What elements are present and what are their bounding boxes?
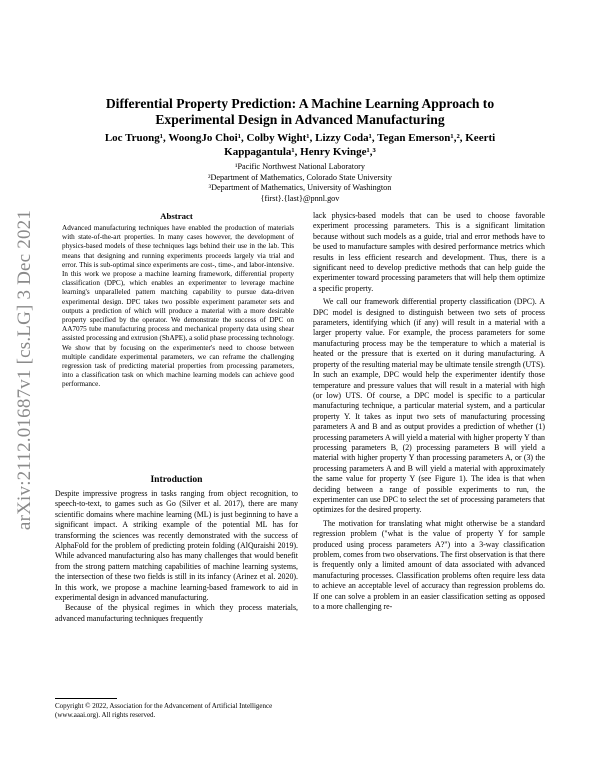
abstract-body: Advanced manufacturing techniques have enabled the production of materials with state-of-the-art properties. In many cases however, the development of physics-based models of these techniques lags behind their use in the lab. This means that designing and running experiments proceeds largely via trial and error. This is sub-optimal since experiments are cost-, time-, and labor-intensive. In this work we propose a machine learning framework, differential property classification (DPC), which enables an experimenter to leverage machine learning's unparalleled pattern matching capability to pursue data-driven experimental design. DPC takes two possible experiment parameter sets and outputs a prediction of which will produce a material with a more desirable property specified by the operator. We demonstrate the success of DPC on AA7075 tube manufacturing process and mechanical property data using shear assisted processing and extrusion (ShAPE), a solid phase processing technology. We show that by focusing on the experimenter's need to choose between multiple candidate experimental parameters, we can reframe the challenging regression task of predicting material properties from processing parameters, into a classification task on which machine learning models can achieve good performance. <box>62 224 294 389</box>
author-list: Loc Truong¹, WoongJo Choi¹, Colby Wight¹, Lizzy Coda¹, Tegan Emerson¹,², Keerti Kappagantula¹, Henry Kvinge¹,³ <box>104 132 496 158</box>
paper-title: Differential Property Prediction: A Machine Learning Approach to Experimental Design in Advanced Manufacturing <box>105 96 495 127</box>
affiliation-2: ²Department of Mathematics, Colorado State University <box>208 172 392 182</box>
contact-email: {first}.{last}@pnnl.gov <box>260 193 340 203</box>
arxiv-stamp-text: arXiv:2112.01687v1 [cs.LG] 3 Dec 2021 <box>14 209 36 531</box>
right-paragraph-3: The motivation for translating what might otherwise be a standard regression problem ("what is the value of property Y for sample produced using process parameters A?") into a 3-way classification problem, comes from two observations. The first observation is that there is frequently only a limited amount of data associated with advanced manufacturing processes. Classification problems often require less data to achieve an acceptable level of accuracy than regression problems do. If one can solve a problem in an easier classification setting as opposed to a more challenging re- <box>313 518 545 612</box>
right-paragraph-2: We call our framework differential property classification (DPC). A DPC model is designed to distinguish between two sets of process parameters, identifying which (if any) will result in a material with a larger property value. For example, the process parameters for some manufacturing process may be the temperature to which a material is heated or the pressure that is exerted on it during manufacturing. A property of the resulting material may be ultimate tensile strength (UTS). In such an example, DPC would help the experimenter identify those temperature and pressure values that will result in a material with high (or low) UTS. Of course, a DPC model is specific to a particular manufacturing technique, a particular material system, and a particular property Y. It takes as input two sets of manufacturing processing parameters A and B and as output provides a prediction of whether (1) processing parameters A will yield a material with higher property Y than processing parameters B, (2) processing parameters B will yield a material with higher property Y than processing parameters A, or (3) the processing parameters A and B will yield a material with approximately the same value for property Y (see Figure 1). The idea is that when deciding between a range of possible experiments to run, the experimenter can use DPC to select the set of processing parameters that optimizes for the desired property. <box>313 297 545 515</box>
copyright-notice: Copyright © 2022, Association for the Advancement of Artificial Intelligence (www.aaai.org). All rights reserved. <box>55 702 273 719</box>
affiliation-1: ¹Pacific Northwest National Laboratory <box>234 162 365 171</box>
abstract-heading: Abstract <box>160 211 193 221</box>
intro-paragraph-1: Despite impressive progress in tasks ranging from object recognition, to speech-to-text, to games such as Go (Silver et al. 2017), there are many scientific domains where machine learning (ML) is just beginning to have a significant impact. A striking example of the potential ML has for transforming the sciences was recently demonstrated with the success of AlphaFold for the problem of predicting protein folding (AlQuraishi 2019). While advanced manufacturing also has many challenges that would benefit from the strong pattern matching capabilities of machine learning systems, the intersection of these two fields is still in its infancy (Arinez et al. 2020). In this work, we propose a machine learning-based framework to aid in experimental design in advanced manufacturing. <box>55 489 298 603</box>
right-paragraph-1: lack physics-based models that can be used to choose favorable experiment processing parameters. This is a significant limitation because without such models as a guide, trial and error methods have to be used to manufacture samples with desired performance metrics which results in less efficient research and development. Thus, there is a significant need to develop predictive methods that can help guide the experimenter toward processing parameters that will help them optimize a specific property. <box>313 211 545 293</box>
intro-paragraph-2: Because of the physical regimes in which they process materials, advanced manufacturing techniques frequently <box>55 603 298 623</box>
footnote-rule <box>55 698 117 699</box>
affiliations <box>150 162 450 204</box>
right-column <box>313 211 545 612</box>
arxiv-stamp <box>10 180 40 560</box>
introduction-left-column <box>55 489 298 624</box>
affiliation-3: ³Department of Mathematics, University of Washington <box>208 183 392 193</box>
introduction-heading: Introduction <box>150 474 203 485</box>
